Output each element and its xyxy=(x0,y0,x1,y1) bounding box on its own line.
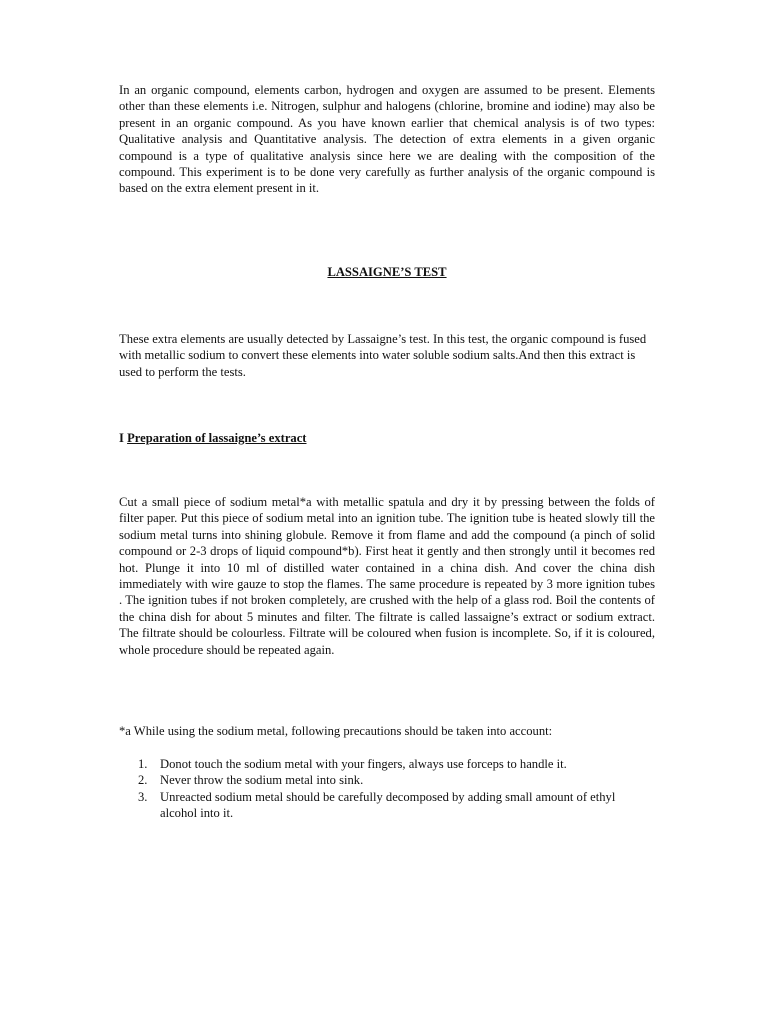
precaution-intro: *a While using the sodium metal, following precautions should be taken into account: xyxy=(119,724,553,738)
list-item-number: 1. xyxy=(138,757,148,771)
list-item xyxy=(138,756,655,772)
preparation-paragraph: Cut a small piece of sodium metal*a with metallic spatula and dry it by pressing between the folds of filter paper. Put this piece of sodium metal into an ignition tube. The ignition tube is heated slowly till the sodium metal turns into shining globule. Remove it from flame and add the compound (a pinch of solid compound or 2-3 drops of liquid compound*b). First heat it gently and then strongly until it becomes red hot. Plunge it into 10 ml of distilled water contained in a china dish. And cover the china dish immediately with wire gauze to stop the flames. The same procedure is repeated by 3 more ignition tubes . The ignition tubes if not broken completely, are crushed with the help of a glass rod. Boil the contents of the china dish for about 5 minutes and filter. The filtrate is called lassaigne’s extract or sodium extract. The filtrate should be colourless. Filtrate will be coloured when fusion is incomplete. So, if it is coloured, whole procedure should be repeated again. xyxy=(119,495,655,657)
list-item-text: Never throw the sodium metal into sink. xyxy=(160,773,364,788)
list-item-number: 2. xyxy=(138,773,148,788)
section-title: Preparation of lassaigne’s extract xyxy=(127,431,307,445)
section-number: I xyxy=(119,431,124,445)
list-item-text: Unreacted sodium metal should be carefully decomposed by adding small amount of ethyl alcohol into it. xyxy=(160,789,616,821)
lassaigne-paragraph: These extra elements are usually detected by Lassaigne’s test. In this test, the organic compound is fused with metallic sodium to convert these elements into water soluble sodium salts.And then this extract is used to perform the tests. xyxy=(119,332,647,379)
intro-paragraph: In an organic compound, elements carbon, hydrogen and oxygen are assumed to be present. Elements other than these elements i.e. Nitrogen, sulphur and halogens (chlorine, bromine and iodine) may also be present in an organic compound. As you have known earlier that chemical analysis is of two types: Qualitative analysis and Quantitative analysis. The detection of extra elements in a given organic compound is a type of qualitative analysis since here we are dealing with the composition of the compound. This experiment is to be done very carefully as further analysis of the organic compound is based on the extra element present in it. xyxy=(119,83,655,196)
precaution-list xyxy=(138,756,655,822)
lassaigne-test-heading: LASSAIGNE’S TEST xyxy=(327,265,447,279)
section-heading xyxy=(119,430,655,446)
list-item-number: 3. xyxy=(138,789,148,804)
list-item xyxy=(138,772,655,788)
list-item xyxy=(138,789,655,822)
list-item-text: Donot touch the sodium metal with your fingers, always use forceps to handle it. xyxy=(160,757,567,771)
